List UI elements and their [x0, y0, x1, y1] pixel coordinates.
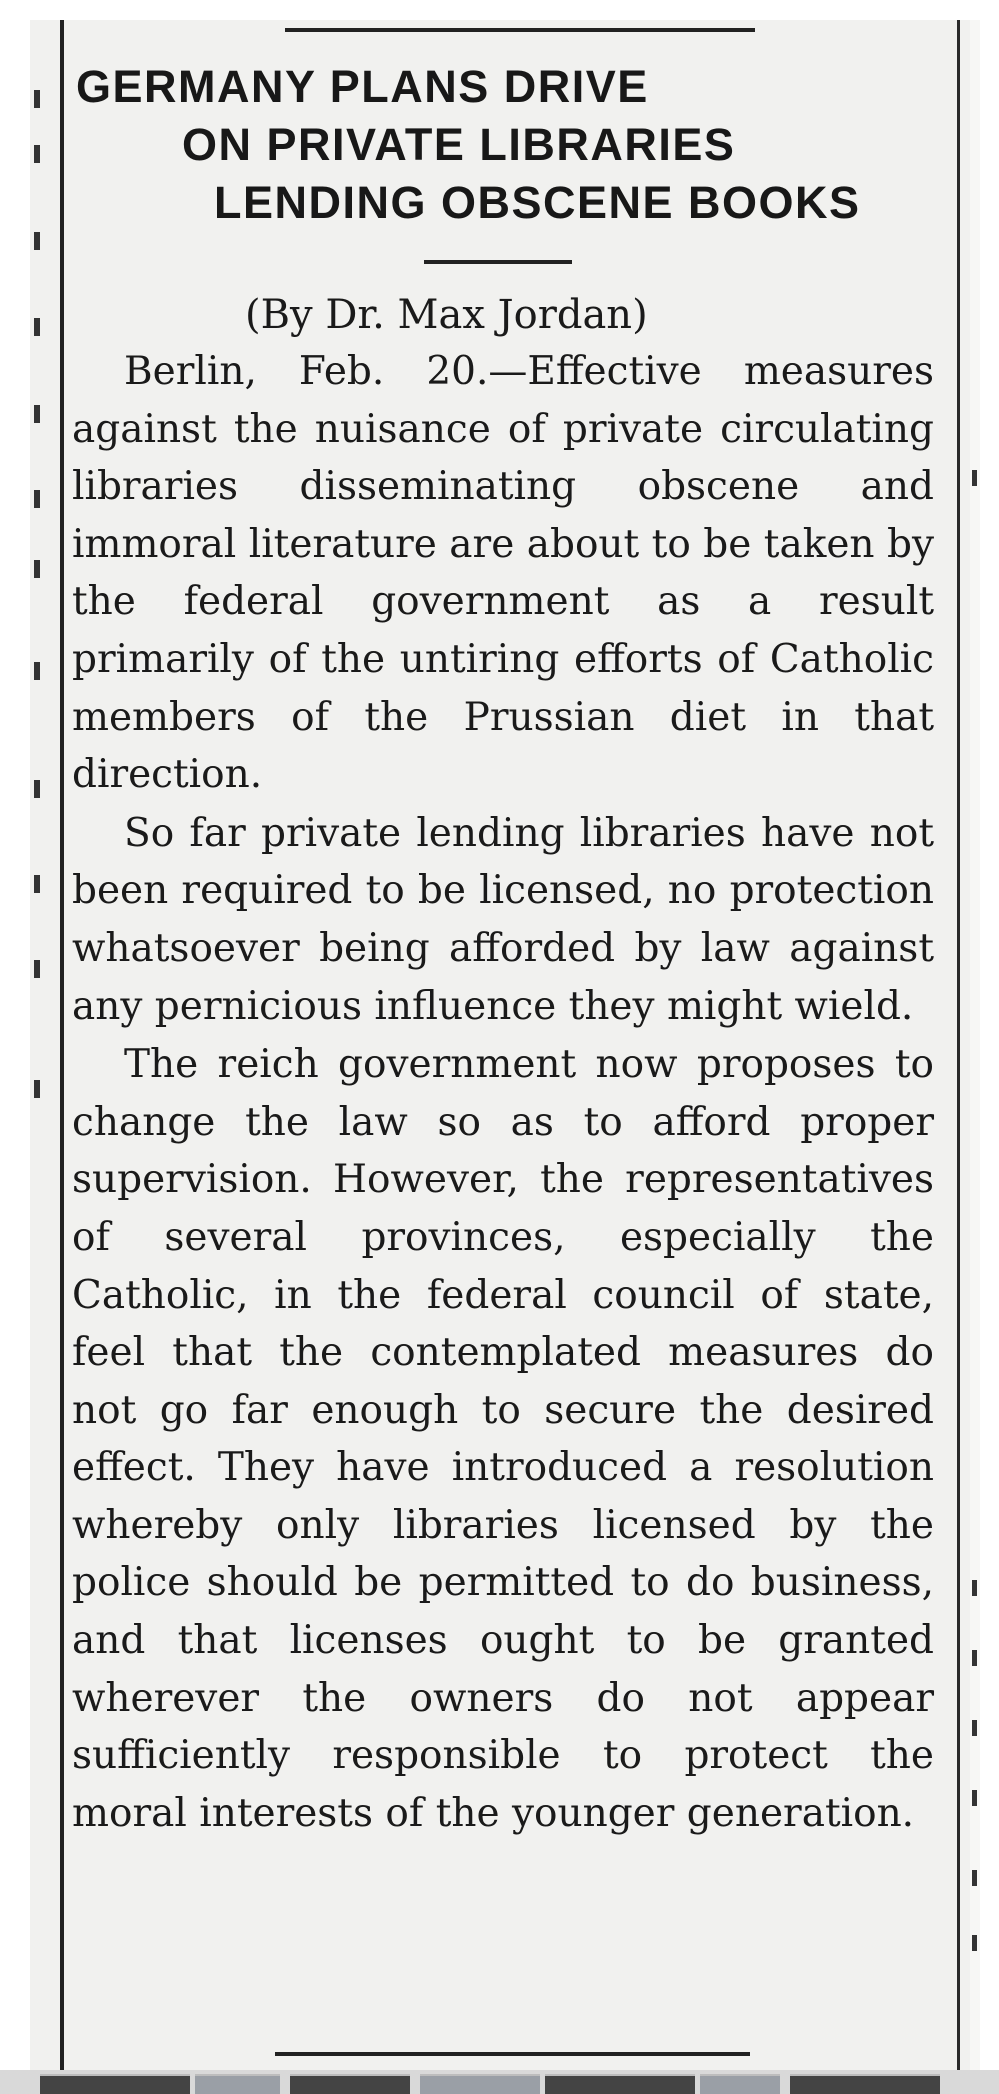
page-thumbnail[interactable] [195, 2074, 280, 2094]
adjacent-column-fragment [972, 1720, 977, 1736]
bottom-rule [275, 2052, 750, 2056]
adjacent-column-fragment [34, 780, 40, 798]
column-rule-right [957, 20, 960, 2070]
adjacent-column-fragment [34, 662, 40, 680]
adjacent-column-fragment [972, 1870, 977, 1886]
page-margin-left [0, 0, 30, 2094]
headline-line: LENDING OBSCENE BOOKS [214, 177, 861, 228]
adjacent-column-fragment [972, 1935, 977, 1951]
article-paragraph: So far private lending libraries have not been required to be licensed, no protection whatsoever being afforded by law against any pernicious influence they might wield. [72, 810, 934, 1029]
adjacent-column-fragment [34, 318, 40, 336]
adjacent-column-fragment [34, 875, 40, 893]
adjacent-column-strip [970, 20, 980, 2070]
headline-line: GERMANY PLANS DRIVE [76, 61, 649, 112]
adjacent-column-fragment [34, 490, 40, 508]
adjacent-column-fragment [972, 1790, 977, 1806]
page-thumbnail[interactable] [420, 2074, 540, 2094]
top-rule [285, 28, 755, 32]
page-margin-top [0, 0, 999, 20]
headline-line: ON PRIVATE LIBRARIES [182, 119, 736, 170]
adjacent-column-fragment [34, 145, 40, 163]
byline: (By Dr. Max Jordan) [245, 292, 648, 338]
adjacent-column-fragment [34, 1080, 40, 1098]
adjacent-column-fragment [972, 1650, 977, 1666]
newspaper-clipping [30, 20, 980, 2070]
adjacent-column-fragment [972, 1580, 977, 1596]
page-thumbnail[interactable] [40, 2074, 190, 2094]
adjacent-column-fragment [972, 470, 977, 486]
adjacent-column-fragment [34, 560, 40, 578]
page-thumbnail[interactable] [790, 2074, 940, 2094]
adjacent-column-fragment [34, 232, 40, 250]
adjacent-column-fragment [34, 90, 40, 108]
page-thumbnail[interactable] [700, 2074, 780, 2094]
article-paragraph: The reich government now proposes to change the law so as to afford proper supervision. However, the representatives of several provinces, especially the Catholic, in the federal council of state, feel that the contemplated measures do not go far enough to secure the desired effect. They have introduced a resolution whereby only libraries licensed by the police should be permitted to do business, and that licenses ought to be granted wherever the owners do not appear sufficiently responsible to protect the moral interests of the younger generation. [72, 1042, 934, 1836]
article-paragraph: Berlin, Feb. 20.—Effective measures against the nuisance of private circulating libraries disseminating obscene and immoral literature are about to be taken by the federal government as a result primarily of the untiring efforts of Catholic members of the Prussian diet in that direction. [72, 349, 934, 798]
column-rule-left [60, 20, 64, 2070]
adjacent-column-fragment [34, 405, 40, 423]
page-thumbnail[interactable] [545, 2074, 695, 2094]
page-thumbnail[interactable] [290, 2074, 410, 2094]
thumbnail-strip [0, 2070, 999, 2094]
headline-rule [424, 260, 572, 264]
adjacent-column-fragment [34, 960, 40, 978]
headline [76, 58, 956, 232]
article-body [72, 343, 934, 1842]
